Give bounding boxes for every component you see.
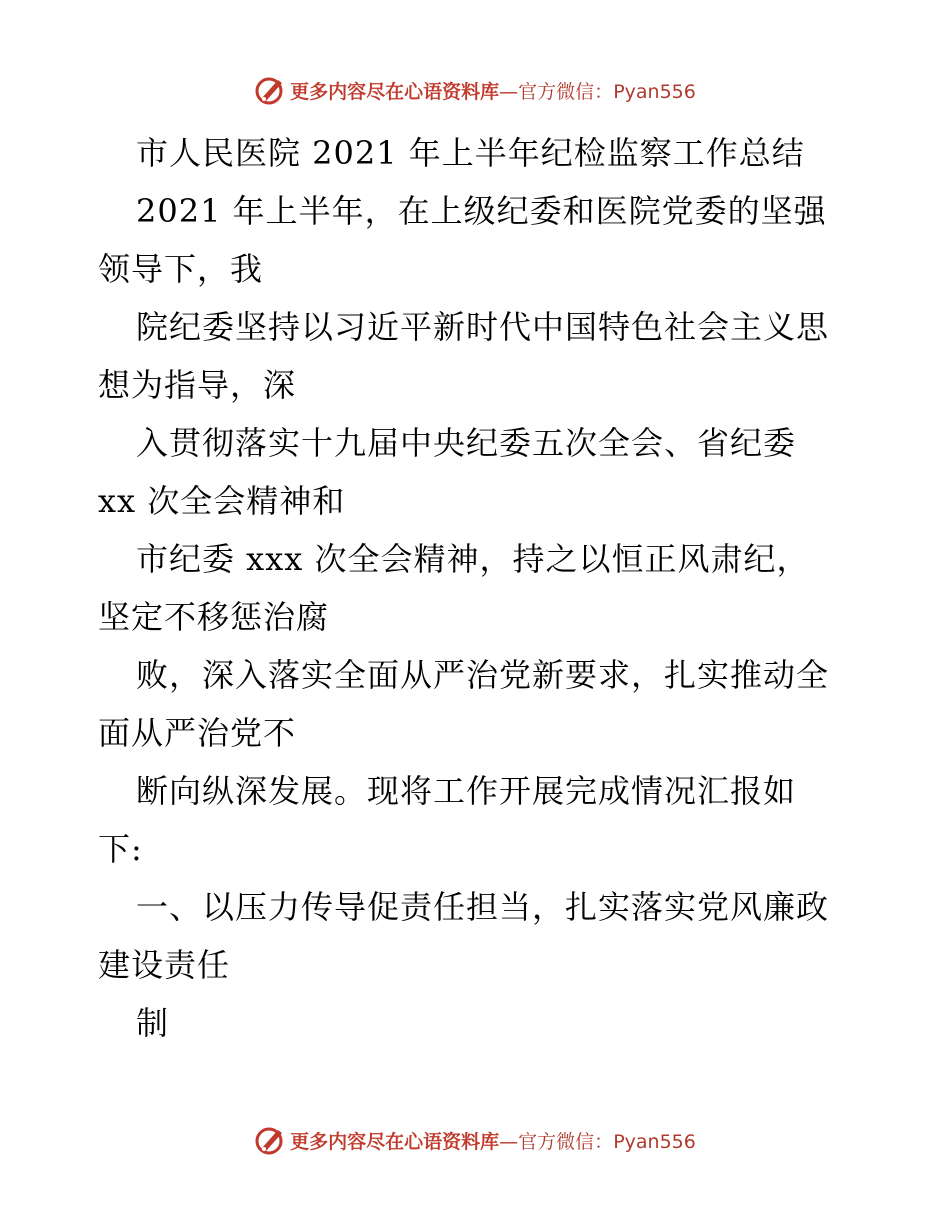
banner-wechat-id: Pyan556 xyxy=(613,1130,696,1153)
paragraph-line: 一、以压力传导促责任担当，扎实落实党风廉政 xyxy=(136,888,830,926)
paragraph-line: 入贯彻落实十九届中央纪委五次全会、省纪委 xyxy=(136,424,797,462)
paragraph-line: 想为指导，深 xyxy=(98,366,297,404)
banner-main-text: 更多内容尽在心语资料库 xyxy=(290,80,500,103)
document-title: 市人民医院 2021 年上半年纪检监察工作总结 xyxy=(136,134,805,172)
banner-sub-text: 官方微信： xyxy=(518,1130,614,1153)
paragraph-line: 断向纵深发展。现将工作开展完成情况汇报如 xyxy=(136,772,797,810)
banner-text xyxy=(290,1127,696,1154)
paragraph-line: 院纪委坚持以习近平新时代中国特色社会主义思 xyxy=(136,308,830,346)
banner-wechat-id: Pyan556 xyxy=(613,80,696,103)
paragraph-line: 下: xyxy=(98,830,143,868)
paragraph-line: xx 次全会精神和 xyxy=(98,482,346,520)
banner-dash: — xyxy=(499,1130,519,1153)
pen-logo-icon xyxy=(254,1124,286,1156)
paragraph-line: 2021 年上半年，在上级纪委和医院党委的坚强 xyxy=(136,192,827,230)
document-body xyxy=(98,124,858,1052)
paragraph-line: 建设责任 xyxy=(98,946,231,984)
banner-main-text: 更多内容尽在心语资料库 xyxy=(290,1130,500,1153)
banner-sub-text: 官方微信： xyxy=(518,80,614,103)
paragraph-line: 面从严治党不 xyxy=(98,714,297,752)
paragraph-line: 制 xyxy=(136,1004,170,1042)
paragraph-line: 败，深入落实全面从严治党新要求，扎实推动全 xyxy=(136,656,830,694)
paragraph-line: 市纪委 xxx 次全会精神，持之以恒正风肃纪， xyxy=(136,540,810,578)
header-watermark-banner xyxy=(0,70,950,110)
banner-text xyxy=(290,77,696,104)
banner-dash: — xyxy=(499,80,519,103)
footer-watermark-banner xyxy=(0,1120,950,1160)
paragraph-line: 领导下，我 xyxy=(98,250,264,288)
pen-logo-icon xyxy=(254,74,286,106)
paragraph-line: 坚定不移惩治腐 xyxy=(98,598,330,636)
